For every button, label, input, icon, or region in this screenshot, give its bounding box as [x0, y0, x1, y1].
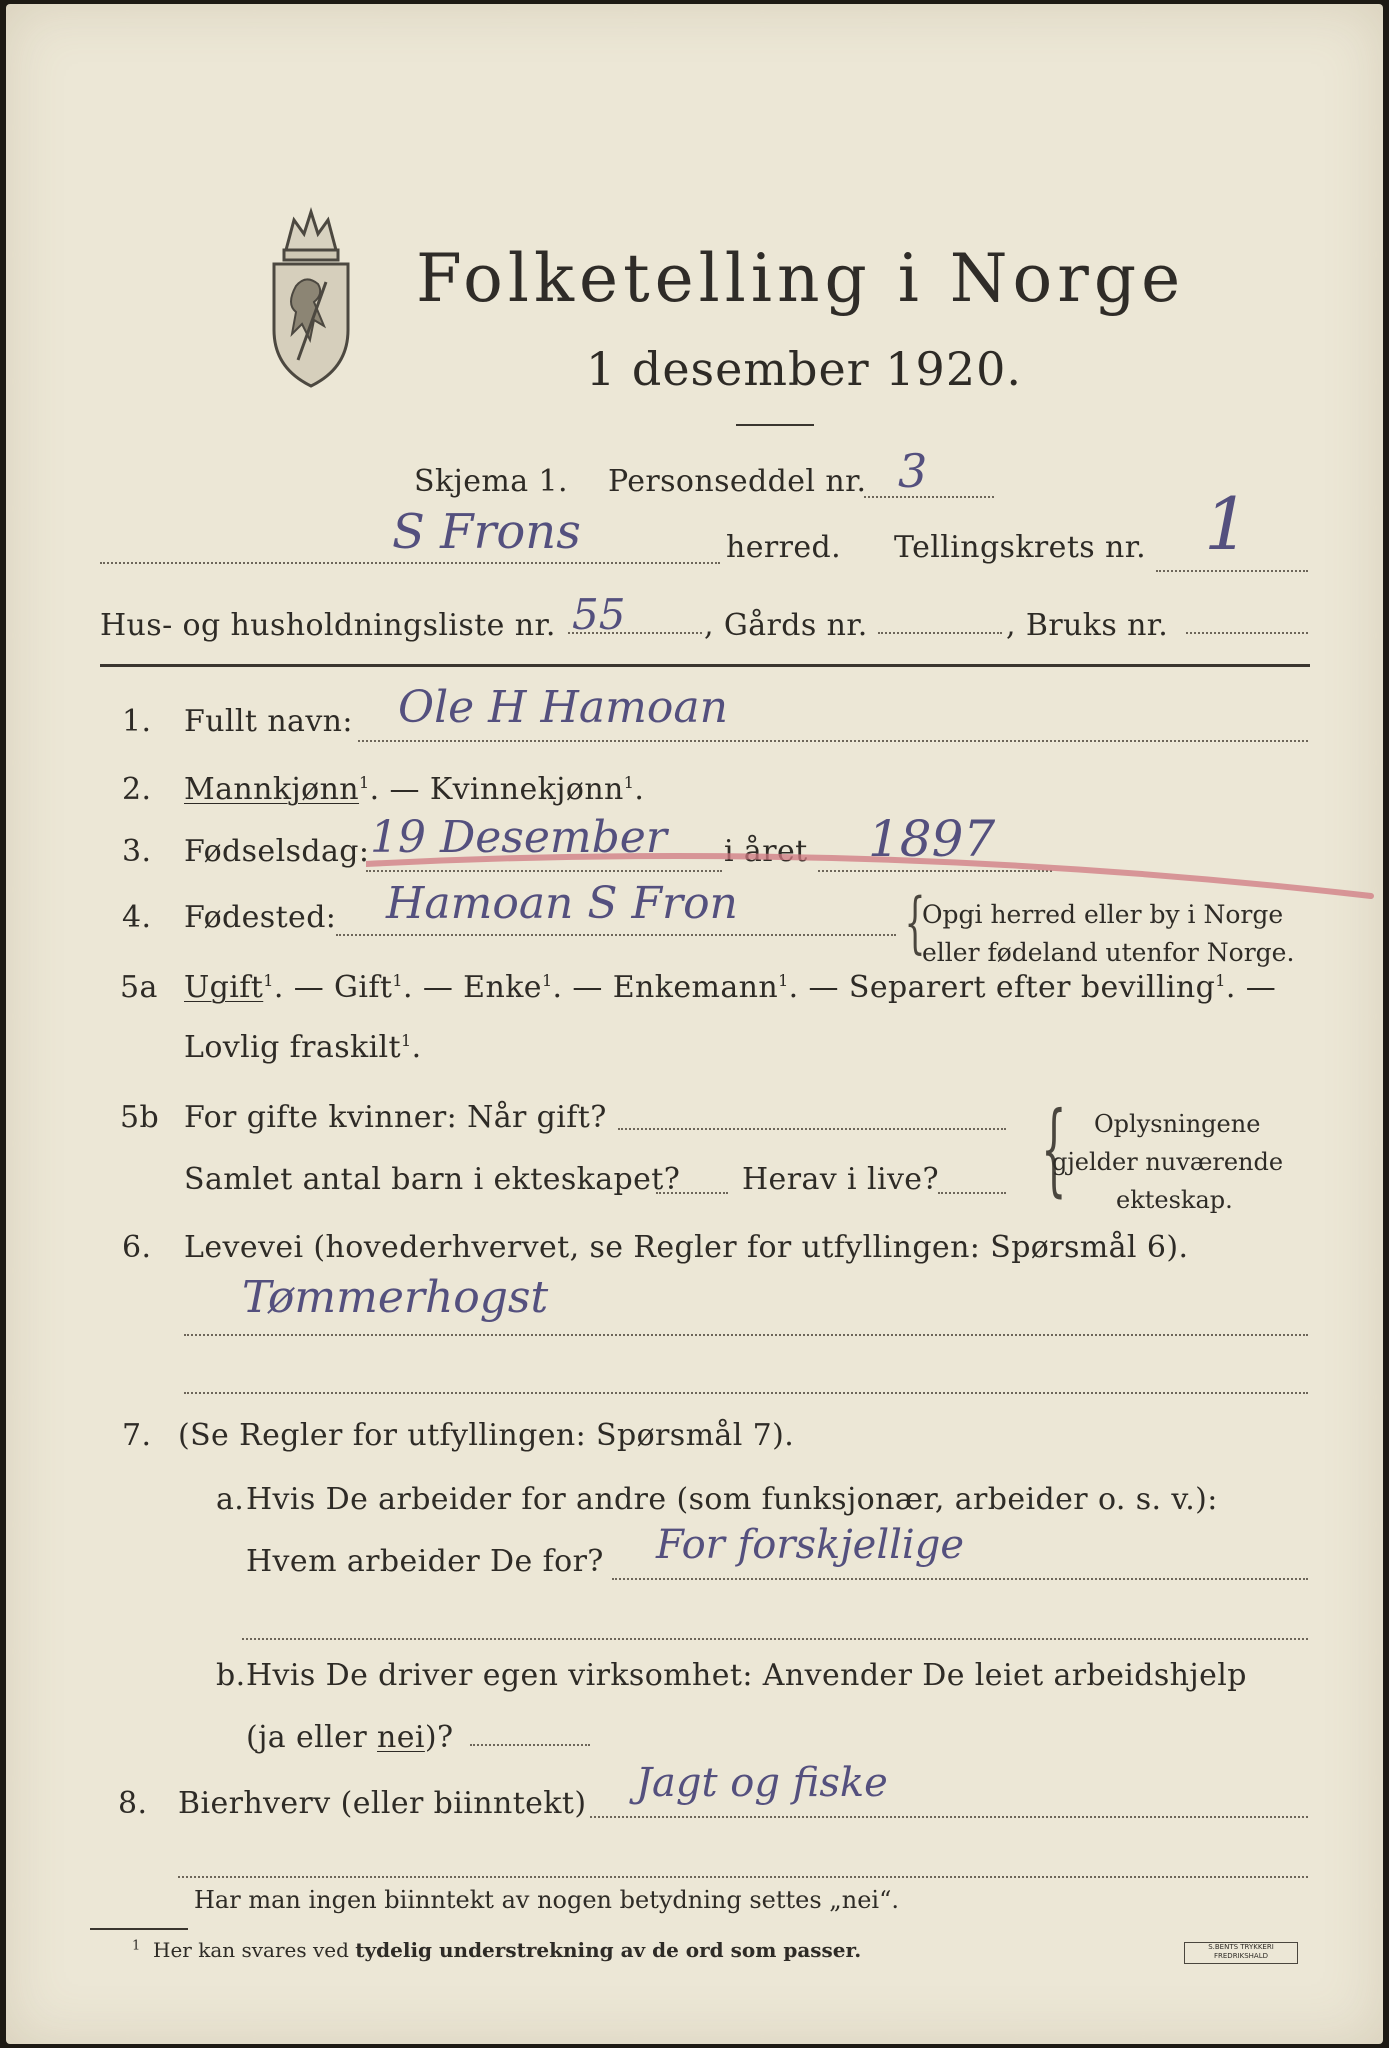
q6-number: 6.	[122, 1230, 152, 1265]
q1-number: 1.	[122, 704, 152, 739]
footnote: $^1$ Her kan svares ved tydelig understrekning av de ord som passer.	[132, 1938, 862, 1962]
skjema-label: Skjema 1.	[414, 464, 568, 499]
q5a-options: Ugift$^1$. — Gift$^1$. — Enke$^1$. — Enkemann$^1$. — Separert efter bevilling$^1$. —	[184, 970, 1277, 1005]
gards-line	[878, 632, 1002, 634]
q7a-text: Hvis De arbeider for andre (som funksjonær, arbeider o. s. v.):	[246, 1482, 1218, 1517]
q8-value[interactable]: Jagt og fiske	[636, 1760, 888, 1806]
q5b-note-line2: gjelder nuværende	[1052, 1148, 1284, 1176]
herred-value[interactable]: S Frons	[392, 504, 581, 560]
q3-value[interactable]: 19 Desember	[370, 812, 667, 863]
q8-label: Bierhverv (eller biinntekt)	[178, 1786, 587, 1821]
q7b-label: (ja eller nei)?	[246, 1720, 454, 1755]
printer-stamp: S.BENTS TRYKKERI FREDRIKSHALD	[1184, 1942, 1298, 1964]
q4-brace: {	[904, 884, 926, 961]
census-form	[6, 4, 1383, 2044]
q7b-text: Hvis De driver egen virksomhet: Anvender De leiet arbeidshjelp	[246, 1658, 1247, 1693]
q8-line2	[178, 1876, 1308, 1878]
q6-line2	[184, 1392, 1308, 1394]
q8-line1	[590, 1816, 1308, 1818]
q5b-label-live: Herav i live?	[742, 1162, 939, 1197]
q2-number: 2.	[122, 772, 152, 807]
q7a-line1	[612, 1578, 1308, 1580]
q4-note-line1: Opgi herred eller by i Norge	[922, 900, 1284, 929]
tellingskrets-value[interactable]: 1	[1204, 482, 1250, 566]
personseddel-label: Personseddel nr.	[608, 464, 867, 499]
herred-line	[100, 562, 720, 564]
q2-option-mann[interactable]: Mannkjønn	[184, 772, 360, 807]
q2-option-kvinne[interactable]: Kvinnekjønn	[429, 772, 624, 807]
q5b-label-barn: Samlet antal barn i ekteskapet?	[184, 1162, 681, 1197]
q3-year-label: i året	[724, 834, 808, 869]
q6-label: Levevei (hovederhvervet, se Regler for utfyllingen: Spørsmål 6).	[184, 1230, 1189, 1265]
form-date: 1 desember 1920.	[586, 342, 1022, 396]
q4-line	[336, 934, 896, 936]
q4-label: Fødested:	[184, 900, 337, 935]
q3-number: 3.	[122, 834, 152, 869]
q5b-number: 5b	[120, 1100, 160, 1135]
q6-value[interactable]: Tømmerhogst	[242, 1272, 549, 1323]
q7a-value[interactable]: For forskjellige	[656, 1522, 964, 1568]
q4-value[interactable]: Hamoan S Fron	[386, 878, 738, 929]
husliste-value[interactable]: 55	[572, 590, 626, 639]
q5b-label-gift: For gifte kvinner: Når gift?	[184, 1100, 607, 1135]
q6-line1	[184, 1334, 1308, 1336]
q8-number: 8.	[118, 1786, 148, 1821]
coat-of-arms-icon	[256, 190, 366, 390]
q5b-barn-line	[656, 1192, 728, 1194]
q7a-line2	[242, 1638, 1308, 1640]
q5a-number: 5a	[120, 970, 158, 1005]
personseddel-line	[864, 496, 994, 498]
q7b-line	[470, 1744, 590, 1746]
q2-options: Mannkjønn$^1$. — Kvinnekjønn$^1$.	[184, 772, 645, 807]
gards-label: , Gårds nr.	[704, 608, 868, 643]
bottom-note: Har man ingen biinntekt av nogen betydning settes „nei“.	[194, 1886, 899, 1914]
bruks-line	[1186, 632, 1308, 634]
q4-number: 4.	[122, 900, 152, 935]
q5b-live-line	[938, 1192, 1006, 1194]
q7-label: (Se Regler for utfyllingen: Spørsmål 7).	[178, 1418, 795, 1453]
header-divider	[100, 664, 1310, 667]
form-title: Folketelling i Norge	[416, 240, 1186, 317]
q5b-gift-line	[618, 1128, 1006, 1130]
q1-line	[358, 740, 1308, 742]
personseddel-value[interactable]: 3	[898, 444, 928, 498]
q1-value[interactable]: Ole H Hamoan	[398, 682, 728, 733]
q7b-option-nei[interactable]: nei	[377, 1720, 425, 1755]
title-divider	[736, 424, 814, 426]
tellingskrets-label: Tellingskrets nr.	[894, 530, 1147, 565]
q7a-label: Hvem arbeider De for?	[246, 1544, 604, 1579]
q4-note-line2: eller fødeland utenfor Norge.	[922, 938, 1295, 967]
q3-label: Fødselsdag:	[184, 834, 370, 869]
q5a-option-fraskilt[interactable]: Lovlig fraskilt$^1$.	[184, 1030, 422, 1065]
q5b-note-line3: ekteskap.	[1116, 1186, 1233, 1214]
q3-year-value[interactable]: 1897	[868, 810, 996, 868]
bruks-label: , Bruks nr.	[1006, 608, 1169, 643]
q7-number: 7.	[122, 1418, 152, 1453]
q5b-brace: {	[1041, 1090, 1067, 1207]
q5b-note-line1: Oplysningene	[1094, 1110, 1261, 1138]
q7b-number: b.	[216, 1658, 246, 1693]
tellingskrets-line	[1156, 570, 1308, 572]
q7a-number: a.	[216, 1482, 245, 1517]
husliste-label: Hus- og husholdningsliste nr.	[100, 608, 556, 643]
q5a-option-ugift[interactable]: Ugift	[184, 970, 264, 1005]
q1-label: Fullt navn:	[184, 704, 353, 739]
herred-label: herred.	[726, 530, 842, 565]
footnote-rule	[90, 1928, 188, 1930]
